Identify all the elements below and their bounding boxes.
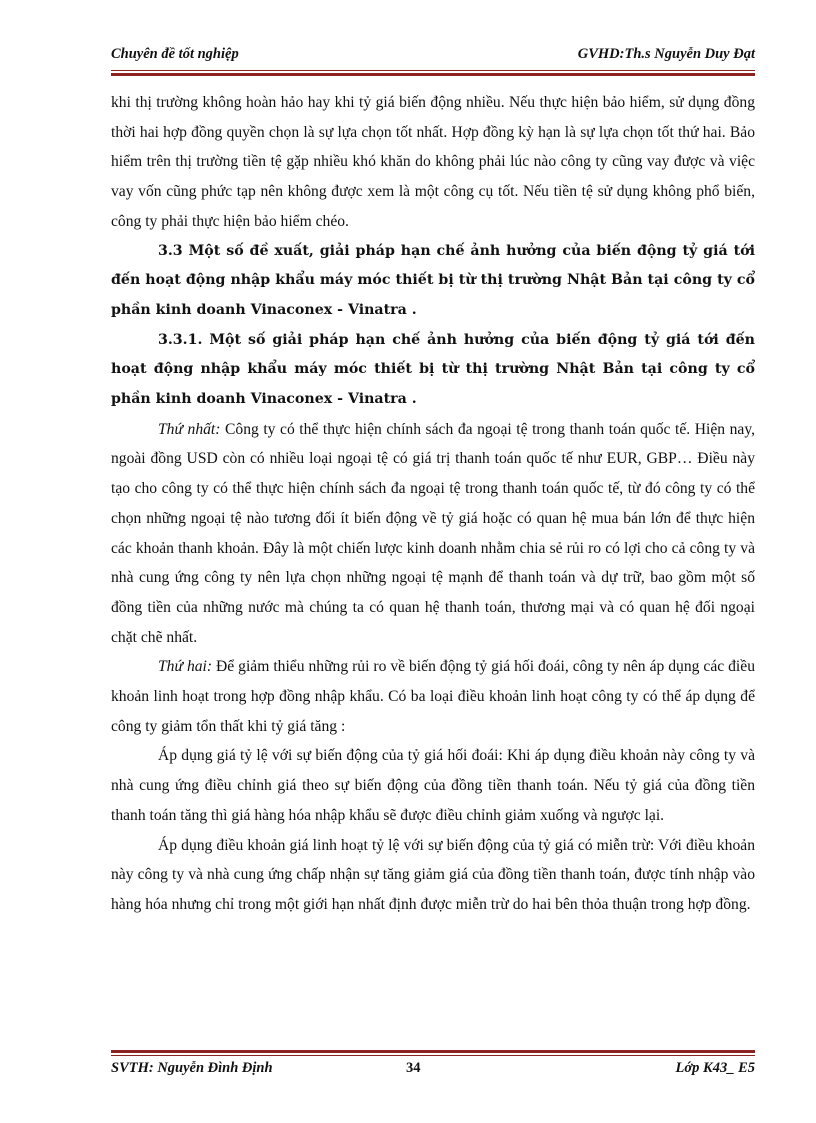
header-rule <box>111 70 755 76</box>
paragraph-second-solution <box>111 652 755 741</box>
footer-student: SVTH: Nguyễn Đình Định <box>111 1060 273 1076</box>
paragraph-first-solution <box>111 415 755 653</box>
paragraph-clause-two: Áp dụng điều khoản giá linh hoạt tỷ lệ với sự biến động của tỷ giá có miễn trừ: Với điều khoản này công ty và nhà cung ứng chấp nhận sự tăng giảm giá của đồng tiền thanh toán, được tính nhập vào hàng hóa nhưng chỉ trong một giới hạn nhất định được miễn trừ do hai bên thỏa thuận trong hợp đồng. <box>111 836 755 913</box>
paragraph-second-text: Để giảm thiểu những rủi ro về biến động tỷ giá hối đoái, công ty nên áp dụng các điều khoản linh hoạt trong hợp đồng nhập khẩu. Có ba loại điều khoản linh hoạt công ty có thể áp dụng để công ty giảm tổn thất khi tỷ giá tăng : <box>111 658 755 735</box>
section-heading-3-3: 3.3 Một số đề xuất, giải pháp hạn chế ảnh hưởng của biến động tỷ giá tới đến hoạt động nhập khẩu máy móc thiết bị từ thị trường Nhật Bản tại công ty cổ phần kinh doanh Vinaconex - Vinatra . <box>111 242 755 318</box>
paragraph-clause-one: Áp dụng giá tỷ lệ với sự biến động của tỷ giá hối đoái: Khi áp dụng điều khoản này công ty và nhà cung ứng điều chỉnh giá theo sự biến động của đồng tiền thanh toán. Nếu tỷ giá của đồng tiền thanh toán tăng thì giá hàng hóa nhập khẩu sẽ được điều chỉnh giảm xuống và ngược lại. <box>111 747 755 824</box>
footer-class: Lớp K43_ E5 <box>675 1060 755 1076</box>
footer-rule <box>111 1050 755 1056</box>
page-header <box>111 46 755 68</box>
paragraph-first-text: Công ty có thể thực hiện chính sách đa ngoại tệ trong thanh toán quốc tế. Hiện nay, ngoài đồng USD còn có nhiều loại ngoại tệ có giá trị thanh toán quốc tế như EUR, GBP… Điều này tạo cho công ty có thể thực hiện chính sách đa ngoại tệ trong thanh toán quốc tế, từ đó công ty có thể chọn những ngoại tệ nào tương đối ít biến động về tỷ giá hoặc có quan hệ mua bán lớn để thực hiện các khoản thanh khoản. Đây là một chiến lược kinh doanh nhằm chia sẻ rủi ro có lợi cho cả công ty và nhà cung ứng công ty nên lựa chọn những ngoại tệ mạnh để thanh toán và dự trữ, bao gồm một số đồng tiền của những nước mà chúng ta có quan hệ thanh toán, thương mại và có quan hệ đối ngoại chặt chẽ nhất. <box>111 420 755 646</box>
lead-first: Thứ nhất: <box>158 420 221 438</box>
header-course-title: Chuyên đề tốt nghiệp <box>111 46 239 62</box>
subsection-heading-3-3-1: 3.3.1. Một số giải pháp hạn chế ảnh hưởng của biến động tỷ giá tới đến hoạt động nhập khẩu máy móc thiết bị từ thị trường Nhật Bản tại công ty cổ phần kinh doanh Vinaconex - Vinatra . <box>111 331 755 408</box>
page-body <box>111 88 755 920</box>
header-supervisor: GVHD:Th.s Nguyễn Duy Đạt <box>577 46 755 62</box>
lead-second: Thứ hai: <box>158 658 213 676</box>
paragraph-continuation: khi thị trường không hoàn hảo hay khi tỷ giá biến động nhiều. Nếu thực hiện bảo hiểm, sử dụng đồng thời hai hợp đồng quyền chọn là sự lựa chọn tốt nhất. Hợp đồng kỳ hạn là sự lựa chọn tốt thứ hai. Bảo hiểm trên thị trường tiền tệ gặp nhiều khó khăn do không phải lúc nào công ty cũng vay được và việc vay vốn cũng phức tạp nên không được xem là một công cụ tốt. Nếu tiền tệ sử dụng không phổ biến, công ty phải thực hiện bảo hiểm chéo. <box>111 94 755 230</box>
page-number: 34 <box>406 1060 421 1076</box>
page-footer <box>111 1060 755 1082</box>
